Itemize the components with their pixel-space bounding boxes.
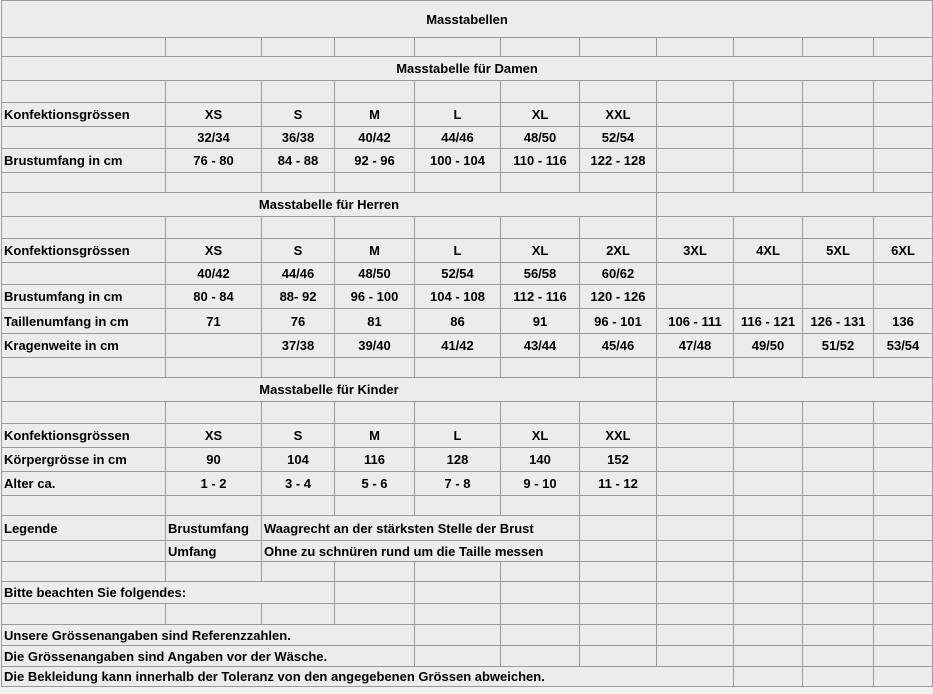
value-cell: 41/42 [415, 334, 501, 358]
note-row [2, 646, 933, 667]
legend-description: Ohne zu schnüren rund um die Taille messen [262, 541, 580, 562]
numeric-size-cell: 60/62 [580, 263, 657, 285]
spacer-row [2, 496, 933, 516]
numeric-size-cell: 44/46 [415, 127, 501, 149]
size-cell: 6XL [874, 239, 933, 263]
value-cell: 120 - 126 [580, 285, 657, 309]
numeric-size-cell: 52/54 [415, 263, 501, 285]
value-cell: 37/38 [262, 334, 335, 358]
value-cell: 1 - 2 [166, 472, 262, 496]
size-cell: XXL [580, 103, 657, 127]
value-cell: 116 [335, 448, 415, 472]
value-cell: 86 [415, 309, 501, 334]
size-cell: L [415, 424, 501, 448]
row-label: Brustumfang in cm [2, 285, 166, 309]
herren-section-title: Masstabelle für Herren [2, 193, 657, 217]
value-cell: 43/44 [501, 334, 580, 358]
row-label: Konfektionsgrössen [2, 424, 166, 448]
size-cell: XS [166, 239, 262, 263]
spacer-row [2, 38, 933, 57]
herren-kragen-row [2, 334, 933, 358]
value-cell: 122 - 128 [580, 149, 657, 173]
size-cell: M [335, 239, 415, 263]
value-cell: 91 [501, 309, 580, 334]
value-cell: 45/46 [580, 334, 657, 358]
row-label: Brustumfang in cm [2, 149, 166, 173]
value-cell: 39/40 [335, 334, 415, 358]
kinder-section-band [657, 378, 933, 402]
size-cell: XL [501, 424, 580, 448]
size-cell: XS [166, 424, 262, 448]
spacer-row [2, 358, 933, 378]
size-cell: XS [166, 103, 262, 127]
value-cell: 9 - 10 [501, 472, 580, 496]
size-cell: L [415, 239, 501, 263]
value-cell: 80 - 84 [166, 285, 262, 309]
size-cell: L [415, 103, 501, 127]
value-cell: 152 [580, 448, 657, 472]
notes-heading-row [2, 582, 933, 604]
legend-description: Waagrecht an der stärksten Stelle der Brust [262, 516, 580, 541]
notes-heading: Bitte beachten Sie folgendes: [2, 582, 335, 604]
numeric-size-cell: 36/38 [262, 127, 335, 149]
value-cell: 96 - 101 [580, 309, 657, 334]
value-cell: 136 [874, 309, 933, 334]
kinder-alter-row [2, 472, 933, 496]
size-cell: XXL [580, 424, 657, 448]
numeric-size-cell: 40/42 [166, 263, 262, 285]
note-line: Die Grössenangaben sind Angaben vor der Wäsche. [2, 646, 415, 667]
kinder-koerper-row [2, 448, 933, 472]
value-cell: 88- 92 [262, 285, 335, 309]
size-cell: S [262, 424, 335, 448]
value-cell: 116 - 121 [734, 309, 803, 334]
size-cell: XL [501, 103, 580, 127]
value-cell: 76 [262, 309, 335, 334]
note-row [2, 667, 933, 687]
value-cell: 96 - 100 [335, 285, 415, 309]
herren-sizes-row [2, 239, 933, 263]
herren-section-band [657, 193, 933, 217]
value-cell: 126 - 131 [803, 309, 874, 334]
value-cell: 3 - 4 [262, 472, 335, 496]
numeric-size-cell: 56/58 [501, 263, 580, 285]
legend-term: Brustumfang [166, 516, 262, 541]
value-cell: 11 - 12 [580, 472, 657, 496]
legend-row [2, 516, 933, 541]
size-cell: XL [501, 239, 580, 263]
spacer-row [2, 402, 933, 424]
value-cell: 104 [262, 448, 335, 472]
value-cell: 5 - 6 [335, 472, 415, 496]
row-label: Konfektionsgrössen [2, 239, 166, 263]
value-cell: 140 [501, 448, 580, 472]
size-cell: 4XL [734, 239, 803, 263]
herren-numeric-row [2, 263, 933, 285]
damen-sizes-row [2, 103, 933, 127]
value-cell: 71 [166, 309, 262, 334]
value-cell: 7 - 8 [415, 472, 501, 496]
spacer-row [2, 81, 933, 103]
spacer-row [2, 604, 933, 625]
damen-brust-row [2, 149, 933, 173]
legend-label: Legende [2, 516, 166, 541]
note-line: Die Bekleidung kann innerhalb der Toleranz von den angegebenen Grössen abweichen. [2, 667, 734, 687]
size-cell: M [335, 424, 415, 448]
damen-section-title: Masstabelle für Damen [2, 57, 933, 81]
herren-taille-row [2, 309, 933, 334]
legend-row [2, 541, 933, 562]
value-cell: 84 - 88 [262, 149, 335, 173]
numeric-size-cell: 40/42 [335, 127, 415, 149]
size-cell: 2XL [580, 239, 657, 263]
value-cell: 92 - 96 [335, 149, 415, 173]
spacer-row [2, 562, 933, 582]
value-cell: 90 [166, 448, 262, 472]
value-cell: 128 [415, 448, 501, 472]
size-cell: 5XL [803, 239, 874, 263]
value-cell: 110 - 116 [501, 149, 580, 173]
kinder-sizes-row [2, 424, 933, 448]
row-label: Körpergrösse in cm [2, 448, 166, 472]
value-cell: 51/52 [803, 334, 874, 358]
size-cell: M [335, 103, 415, 127]
herren-brust-row [2, 285, 933, 309]
page-title: Masstabellen [2, 1, 933, 38]
size-cell: 3XL [657, 239, 734, 263]
value-cell: 76 - 80 [166, 149, 262, 173]
size-table [1, 0, 933, 687]
note-row [2, 625, 933, 646]
kinder-section-title: Masstabelle für Kinder [2, 378, 657, 402]
value-cell: 106 - 111 [657, 309, 734, 334]
row-label: Taillenumfang in cm [2, 309, 166, 334]
size-cell: S [262, 103, 335, 127]
value-cell: 100 - 104 [415, 149, 501, 173]
value-cell: 53/54 [874, 334, 933, 358]
value-cell: 104 - 108 [415, 285, 501, 309]
value-cell: 49/50 [734, 334, 803, 358]
numeric-size-cell: 32/34 [166, 127, 262, 149]
row-label: Alter ca. [2, 472, 166, 496]
numeric-size-cell: 48/50 [501, 127, 580, 149]
row-label: Kragenweite in cm [2, 334, 166, 358]
spacer-row [2, 173, 933, 193]
note-line: Unsere Grössenangaben sind Referenzzahlen. [2, 625, 415, 646]
spacer-row [2, 217, 933, 239]
value-cell: 112 - 116 [501, 285, 580, 309]
value-cell: 81 [335, 309, 415, 334]
damen-numeric-row [2, 127, 933, 149]
legend-term: Umfang [166, 541, 262, 562]
row-label: Konfektionsgrössen [2, 103, 166, 127]
numeric-size-cell: 44/46 [262, 263, 335, 285]
value-cell: 47/48 [657, 334, 734, 358]
numeric-size-cell: 48/50 [335, 263, 415, 285]
numeric-size-cell: 52/54 [580, 127, 657, 149]
size-cell: S [262, 239, 335, 263]
